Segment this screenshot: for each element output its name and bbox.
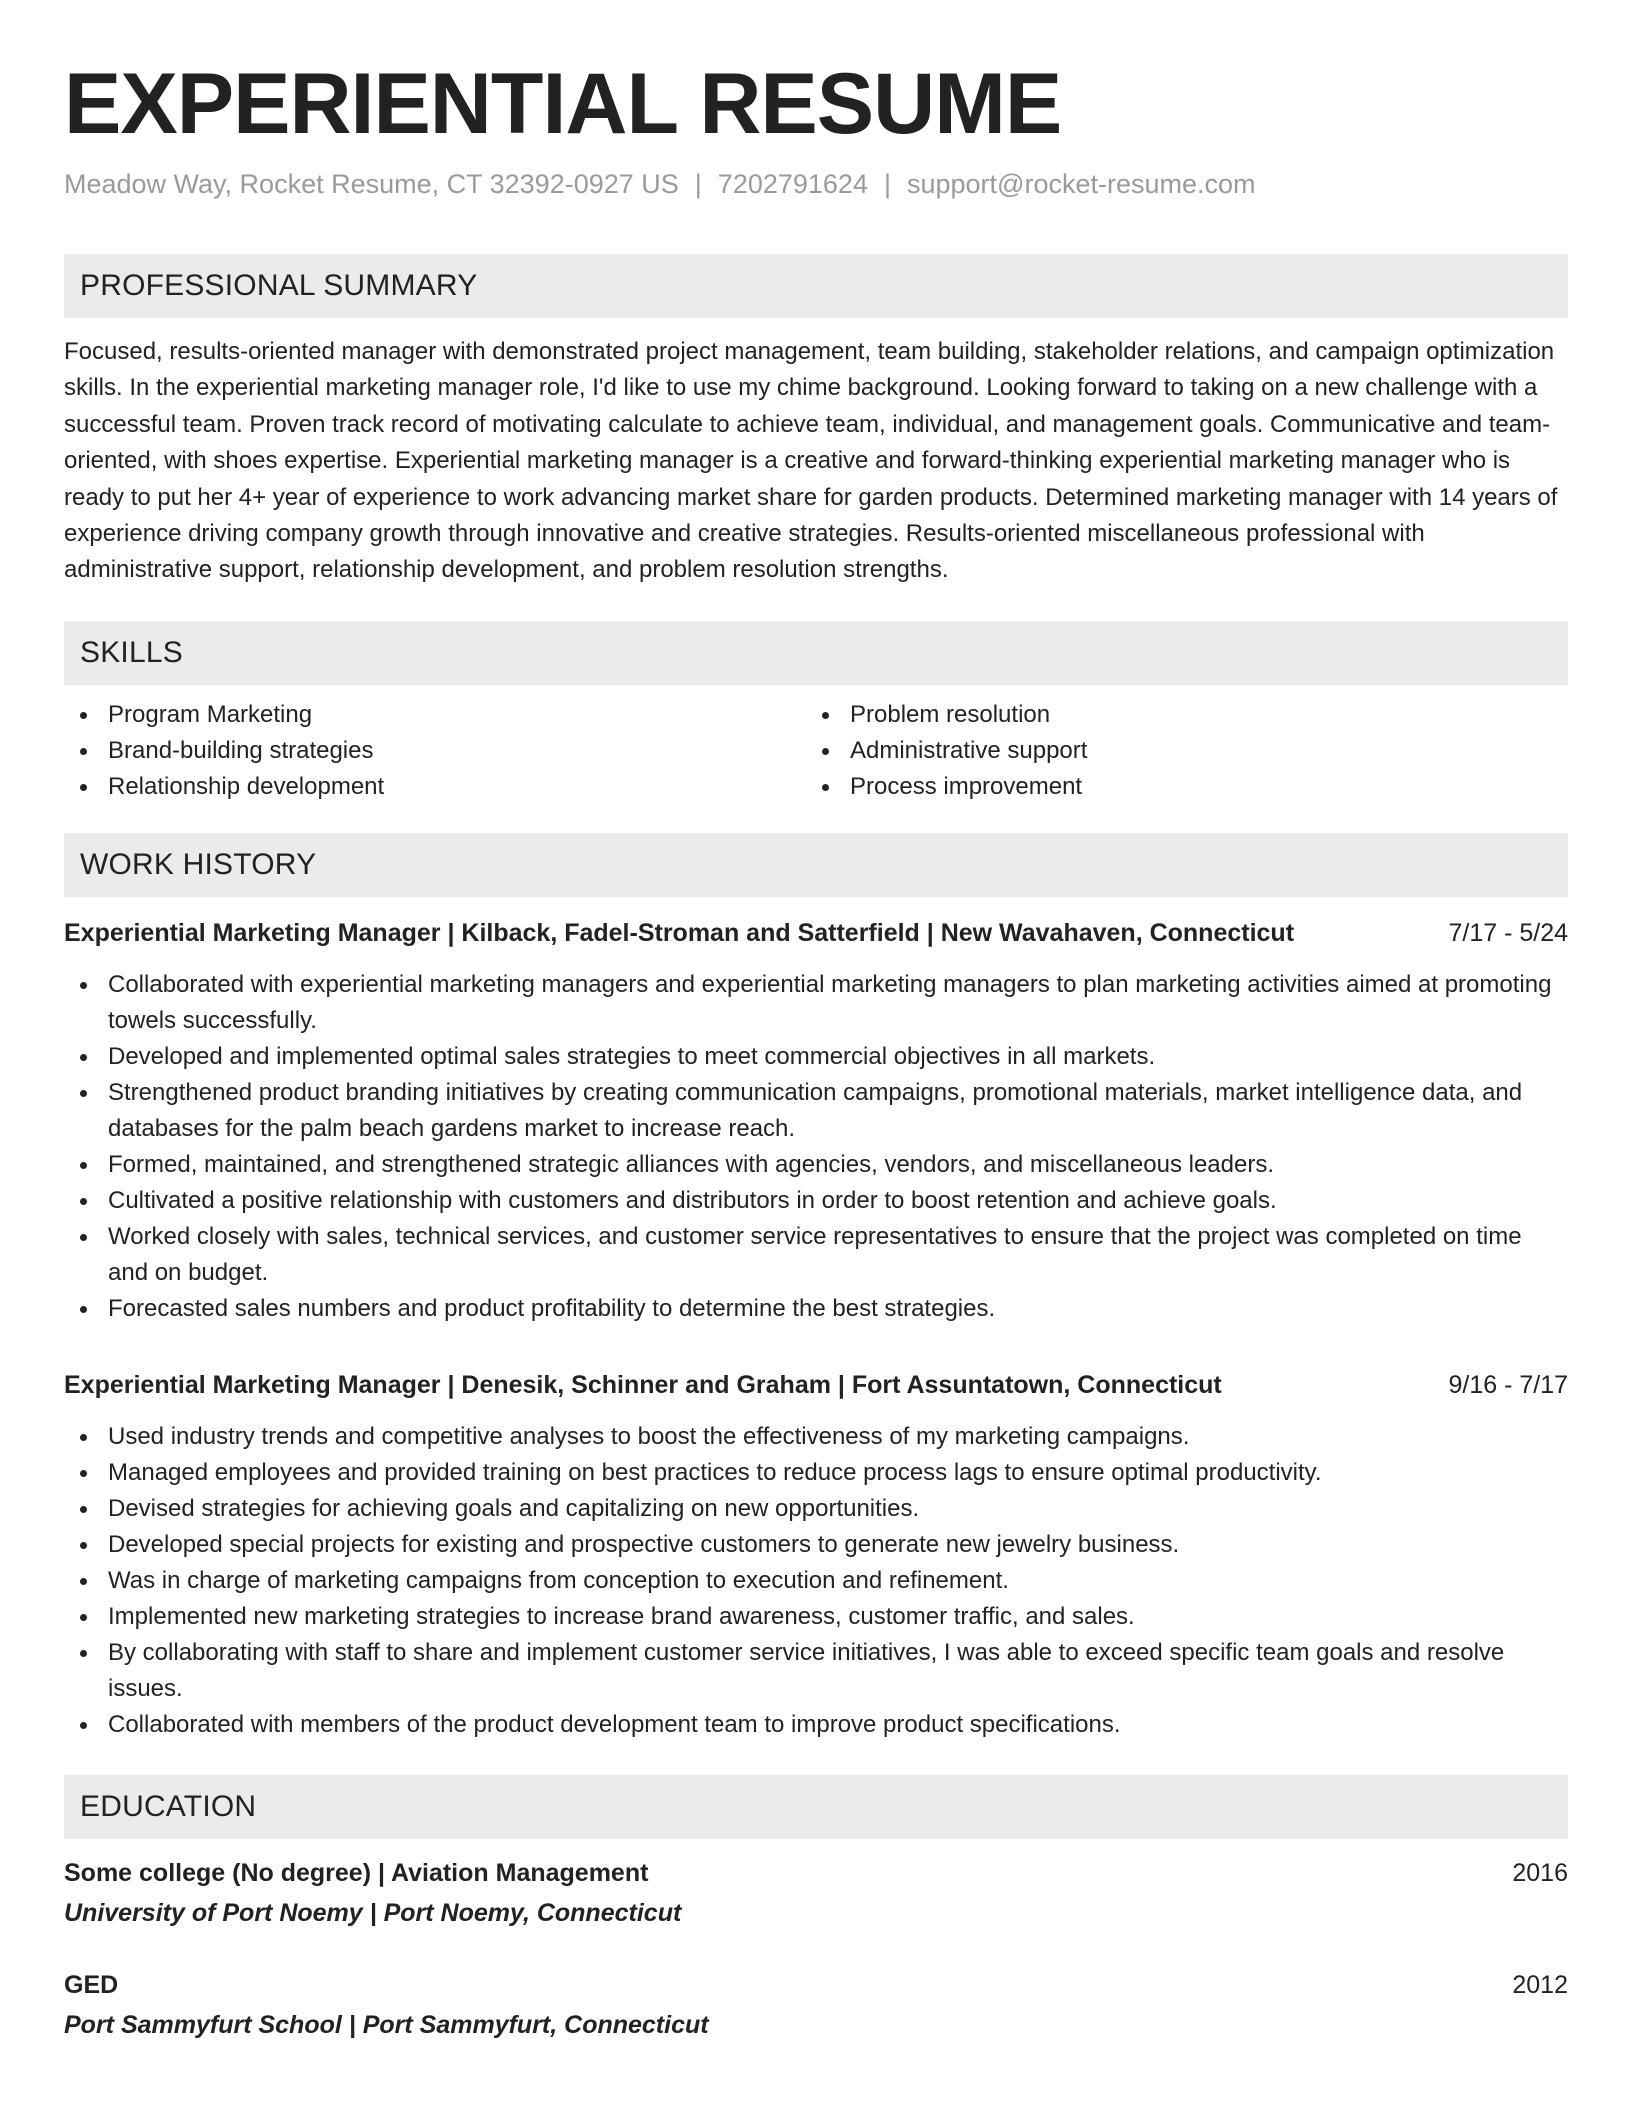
section-title: SKILLS: [80, 635, 183, 669]
skill-item: Process improvement: [806, 769, 1548, 805]
job-bullet: Collaborated with members of the product development team to improve product specifications.: [64, 1707, 1568, 1743]
education-entry: [64, 1855, 1568, 1931]
skill-item: Problem resolution: [806, 697, 1548, 733]
job-bullet: By collaborating with staff to share and implement customer service initiatives, I was able to exceed specific team goals and resolve issues.: [64, 1635, 1568, 1707]
job-bullet: Collaborated with experiential marketing managers and experiential marketing managers to plan marketing activities aimed at promoting towels successfully.: [64, 967, 1568, 1039]
education-entry: [64, 1967, 1568, 2043]
job-bullet: Was in charge of marketing campaigns from conception to execution and refinement.: [64, 1563, 1568, 1599]
resume-name: EXPERIENTIAL RESUME: [64, 56, 1062, 152]
skill-item: Brand-building strategies: [64, 733, 806, 769]
job-bullet: Forecasted sales numbers and product profitability to determine the best strategies.: [64, 1291, 1568, 1327]
job-title: Experiential Marketing Manager | Kilback, Fadel-Stroman and Satterfield | New Wavahaven, Connecticut: [64, 918, 1295, 947]
section-title: PROFESSIONAL SUMMARY: [80, 269, 478, 302]
job-dates: 7/17 - 5/24: [1448, 918, 1568, 947]
job-bullet: Devised strategies for achieving goals and capitalizing on new opportunities.: [64, 1491, 1568, 1527]
job-title: Experiential Marketing Manager | Denesik, Schinner and Graham | Fort Assuntatown, Connecticut: [64, 1370, 1222, 1399]
skills-list-left: [64, 697, 806, 805]
job-bullets: [64, 967, 1568, 1327]
skills-columns: [64, 697, 1568, 805]
skill-item: Relationship development: [64, 769, 806, 805]
education-header: [64, 1967, 1568, 2003]
education-year: 2016: [1512, 1858, 1568, 1887]
job-dates: 9/16 - 7/17: [1448, 1370, 1568, 1399]
contact-separator: |: [694, 169, 702, 199]
section-title: WORK HISTORY: [80, 847, 317, 881]
job-bullet: Developed and implemented optimal sales strategies to meet commercial objectives in all markets.: [64, 1039, 1568, 1075]
job-bullet: Worked closely with sales, technical services, and customer service representatives to ensure that the project was completed on time and on budget.: [64, 1219, 1568, 1291]
education-degree: Some college (No degree) | Aviation Management: [64, 1858, 649, 1887]
skills-list-right: [806, 697, 1548, 805]
summary-text: Focused, results-oriented manager with demonstrated project management, team building, stakeholder relations, and campaign optimization skills. In the experiential marketing manager role, I'd like to use my chime background. Looking forward to taking on a new challenge with a successful team. Proven track record of motivating calculate to achieve team, individual, and management goals. Communicative and team-oriented, with shoes expertise. Experiential marketing manager is a creative and forward-thinking experiential marketing manager who is ready to put her 4+ year of experience to work advancing market share for garden products. Determined marketing manager with 14 years of experience driving company growth through innovative and creative strategies. Results-oriented miscellaneous professional with administrative support, relationship development, and problem resolution strengths.: [64, 338, 1558, 584]
skill-item: Program Marketing: [64, 697, 806, 733]
section-header-summary: [64, 254, 1568, 318]
job-bullet: Managed employees and provided training on best practices to reduce process lags to ensure optimal productivity.: [64, 1455, 1568, 1491]
section-header-work-history: [64, 833, 1568, 897]
contact-line: [64, 166, 1568, 202]
job-entry: [64, 915, 1568, 1327]
education-header: [64, 1855, 1568, 1891]
contact-phone: 7202791624: [717, 169, 868, 199]
education-degree: GED: [64, 1970, 119, 1999]
resume-page: [64, 56, 1568, 2043]
job-bullet: Used industry trends and competitive analyses to boost the effectiveness of my marketing campaigns.: [64, 1419, 1568, 1455]
job-bullets: [64, 1419, 1568, 1743]
job-header: [64, 915, 1568, 951]
contact-email: support@rocket-resume.com: [906, 169, 1256, 199]
skill-item: Administrative support: [806, 733, 1548, 769]
job-bullet: Implemented new marketing strategies to increase brand awareness, customer traffic, and sales.: [64, 1599, 1568, 1635]
education-school: University of Port Noemy | Port Noemy, Connecticut: [64, 1898, 682, 1927]
section-header-skills: [64, 621, 1568, 685]
section-title: EDUCATION: [80, 1789, 257, 1823]
section-header-education: [64, 1775, 1568, 1839]
job-entry: [64, 1367, 1568, 1743]
job-bullet: Formed, maintained, and strengthened strategic alliances with agencies, vendors, and miscellaneous leaders.: [64, 1147, 1568, 1183]
education-year: 2012: [1512, 1970, 1568, 1999]
contact-address: Meadow Way, Rocket Resume, CT 32392-0927 US: [64, 169, 679, 199]
job-bullet: Cultivated a positive relationship with customers and distributors in order to boost retention and achieve goals.: [64, 1183, 1568, 1219]
contact-separator: |: [883, 169, 891, 199]
job-header: [64, 1367, 1568, 1403]
job-bullet: Developed special projects for existing and prospective customers to generate new jewelry business.: [64, 1527, 1568, 1563]
job-bullet: Strengthened product branding initiatives by creating communication campaigns, promotional materials, market intelligence data, and databases for the palm beach gardens market to increase reach.: [64, 1075, 1568, 1147]
education-school: Port Sammyfurt School | Port Sammyfurt, Connecticut: [64, 2010, 709, 2039]
